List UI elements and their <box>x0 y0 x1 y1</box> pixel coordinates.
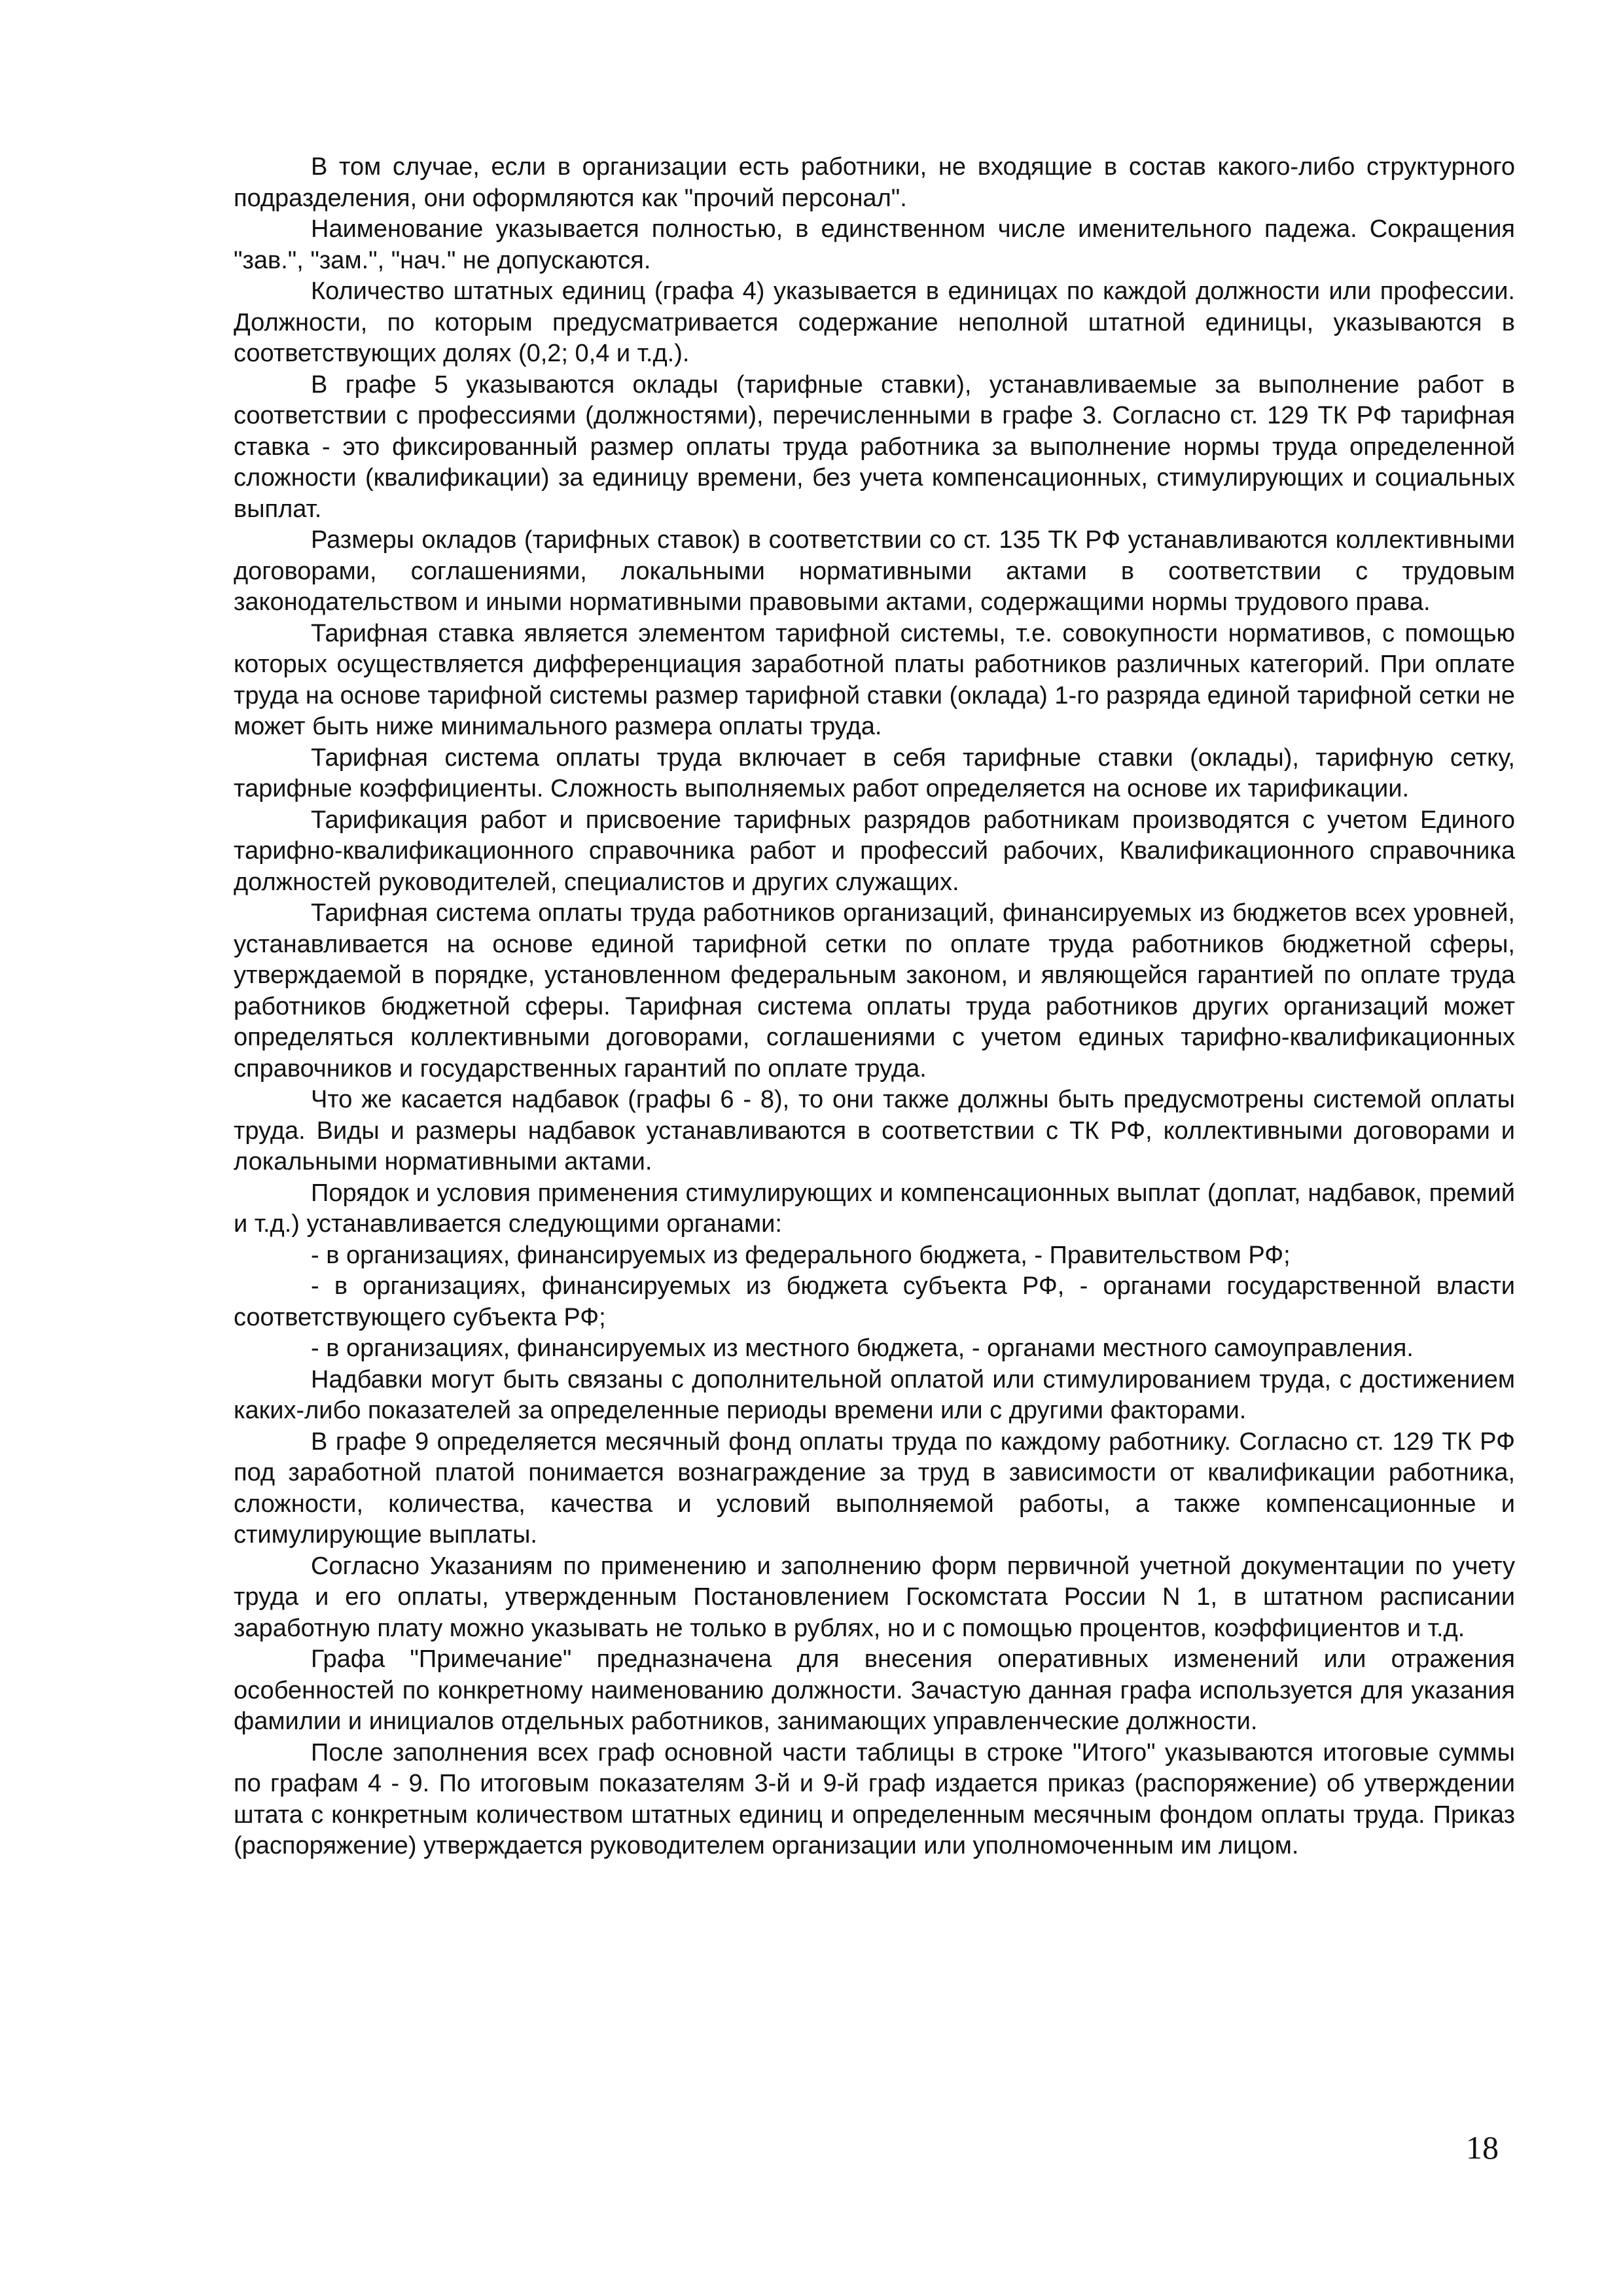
paragraph-payment-procedure: Порядок и условия применения стимулирующих и компенсационных выплат (доплат, надбавок, премий и т.д.) устанавливается следующими органами: <box>234 1179 1515 1238</box>
document-body <box>234 152 1515 1862</box>
paragraph-notes-column: Графа "Примечание" предназначена для внесения оперативных изменений или отражения особенностей по конкретному наименованию должности. Зачастую данная графа используется для указания фамилии и инициалов отдельных работников, занимающих управленческие должности. <box>234 1645 1515 1735</box>
paragraph-naming-rules: Наименование указывается полностью, в единственном числе именительного падежа. Сокращения "зав.", "зам.", "нач." не допускаются. <box>234 215 1515 274</box>
paragraph-column-9: В графе 9 определяется месячный фонд оплаты труда по каждому работнику. Согласно ст. 129 ТК РФ под заработной платой понимается вознаграждение за труд в зависимости от квалификации работника, сложности, количества, качества и условий выполняемой работы, а также компенсационные и стимулирующие выплаты. <box>234 1427 1515 1549</box>
paragraph-budget-organizations: Тарифная система оплаты труда работников организаций, финансируемых из бюджетов всех уровней, устанавливается на основе единой тарифной сетки по оплате труда работников бюджетной сферы, утверждаемой в порядке, установленном федеральным законом, и являющейся гарантией по оплате труда работников бюджетной сферы. Тарифная система оплаты труда работников других организаций может определяться коллективными договорами, соглашениями с учетом единых тарифно-квалификационных справочников и государственных гарантий по оплате труда. <box>234 899 1515 1083</box>
paragraph-tariff-rate: Тарифная ставка является элементом тарифной системы, т.е. совокупности нормативов, с помощью которых осуществляется дифференциация заработной платы работников различных категорий. При оплате труда на основе тарифной системы размер тарифной ставки (оклада) 1-го разряда единой тарифной сетки не может быть ниже минимального размера оплаты труда. <box>234 619 1515 740</box>
paragraph-allowances: Что же касается надбавок (графы 6 - 8), то они также должны быть предусмотрены системой оплаты труда. Виды и размеры надбавок устанавливаются в соответствии с ТК РФ, коллективными договорами и локальными нормативными актами. <box>234 1086 1515 1175</box>
page-number: 18 <box>1466 2129 1499 2166</box>
paragraph-tariff-system: Тарифная система оплаты труда включает в себя тарифные ставки (оклады), тарифную сетку, тарифные коэффициенты. Сложность выполняемых работ определяется на основе их тарификации. <box>234 744 1515 802</box>
paragraph-allowance-factors: Надбавки могут быть связаны с дополнительной оплатой или стимулированием труда, с достижением каких-либо показателей за определенные периоды времени или с другими факторами. <box>234 1365 1515 1424</box>
list-item-local-budget: - в организациях, финансируемых из местного бюджета, - органами местного самоуправления. <box>311 1335 1414 1362</box>
list-item-regional-budget: - в организациях, финансируемых из бюджета субъекта РФ, - органами государственной власти соответствующего субъекта РФ; <box>234 1272 1515 1331</box>
list-item-federal-budget: - в организациях, финансируемых из федерального бюджета, - Правительством РФ; <box>311 1241 1291 1269</box>
paragraph-goskomstat-instructions: Согласно Указаниям по применению и заполнению форм первичной учетной документации по учету труда и его оплаты, утвержденным Постановлением Госкомстата России N 1, в штатном расписании заработную плату можно указывать не только в рублях, но и с помощью процентов, коэффициентов и т.д. <box>234 1552 1515 1642</box>
paragraph-column-5: В графе 5 указываются оклады (тарифные ставки), устанавливаемые за выполнение работ в соответствии с профессиями (должностями), перечисленными в графе 3. Согласно ст. 129 ТК РФ тарифная ставка - это фиксированный размер оплаты труда работника за выполнение нормы труда определенной сложности (квалификации) за единицу времени, без учета компенсационных, стимулирующих и социальных выплат. <box>234 370 1515 523</box>
paragraph-tariffication: Тарификация работ и присвоение тарифных разрядов работникам производятся с учетом Единого тарифно-квалификационного справочника работ и профессий рабочих, Квалификационного справочника должностей руководителей, специалистов и других служащих. <box>234 806 1515 896</box>
paragraph-totals: После заполнения всех граф основной части таблицы в строке "Итого" указываются итоговые суммы по графам 4 - 9. По итоговым показателям 3-й и 9-й граф издается приказ (распоряжение) об утверждении штата с конкретным количеством штатных единиц и определенным месячным фондом оплаты труда. Приказ (распоряжение) утверждается руководителем организации или уполномоченным им лицом. <box>234 1738 1515 1859</box>
paragraph-other-staff: В том случае, если в организации есть работники, не входящие в состав какого-либо структурного подразделения, они оформляются как "прочий персонал". <box>234 153 1515 212</box>
paragraph-staff-units: Количество штатных единиц (графа 4) указывается в единицах по каждой должности или профессии. Должности, по которым предусматривается содержание неполной штатной единицы, указываются в соответствующих долях (0,2; 0,4 и т.д.). <box>234 278 1515 367</box>
paragraph-salary-sizes: Размеры окладов (тарифных ставок) в соответствии со ст. 135 ТК РФ устанавливаются коллективными договорами, соглашениями, локальными нормативными актами в соответствии с трудовым законодательством и иными нормативными правовыми актами, содержащими нормы трудового права. <box>234 526 1515 616</box>
